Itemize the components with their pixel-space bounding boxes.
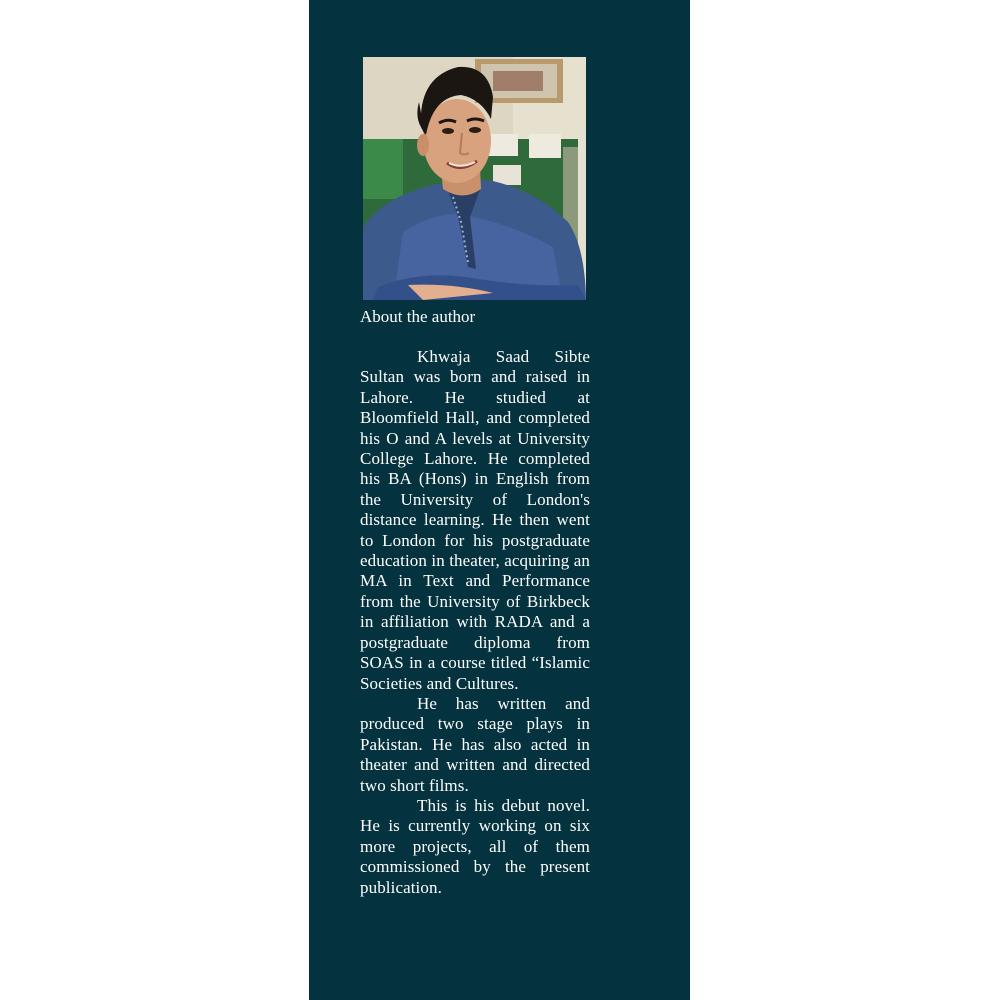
author-portrait-icon bbox=[363, 57, 586, 300]
author-photo bbox=[363, 57, 586, 300]
bio-paragraph: He has written and produced two stage plays in Pakistan. He has also acted in theater and written and directed two short films. bbox=[360, 693, 590, 795]
author-bio bbox=[360, 347, 590, 898]
bio-paragraph: This is his debut novel. He is currently working on six more projects, all of them commissioned by the present publication. bbox=[360, 795, 590, 897]
about-author-heading: About the author bbox=[360, 307, 476, 326]
bio-paragraph: Khwaja Saad Sibte Sultan was born and raised in Lahore. He studied at Bloomfield Hall, and completed his O and A levels at University College Lahore. He completed his BA (Hons) in English from the University of London's distance learning. He then went to London for his postgraduate education in theater, acquiring an MA in Text and Performance from the University of Birkbeck in affiliation with RADA and a postgraduate diploma from SOAS in a course titled “Islamic Societies and Cultures. bbox=[360, 347, 590, 693]
author-panel bbox=[309, 0, 690, 1000]
